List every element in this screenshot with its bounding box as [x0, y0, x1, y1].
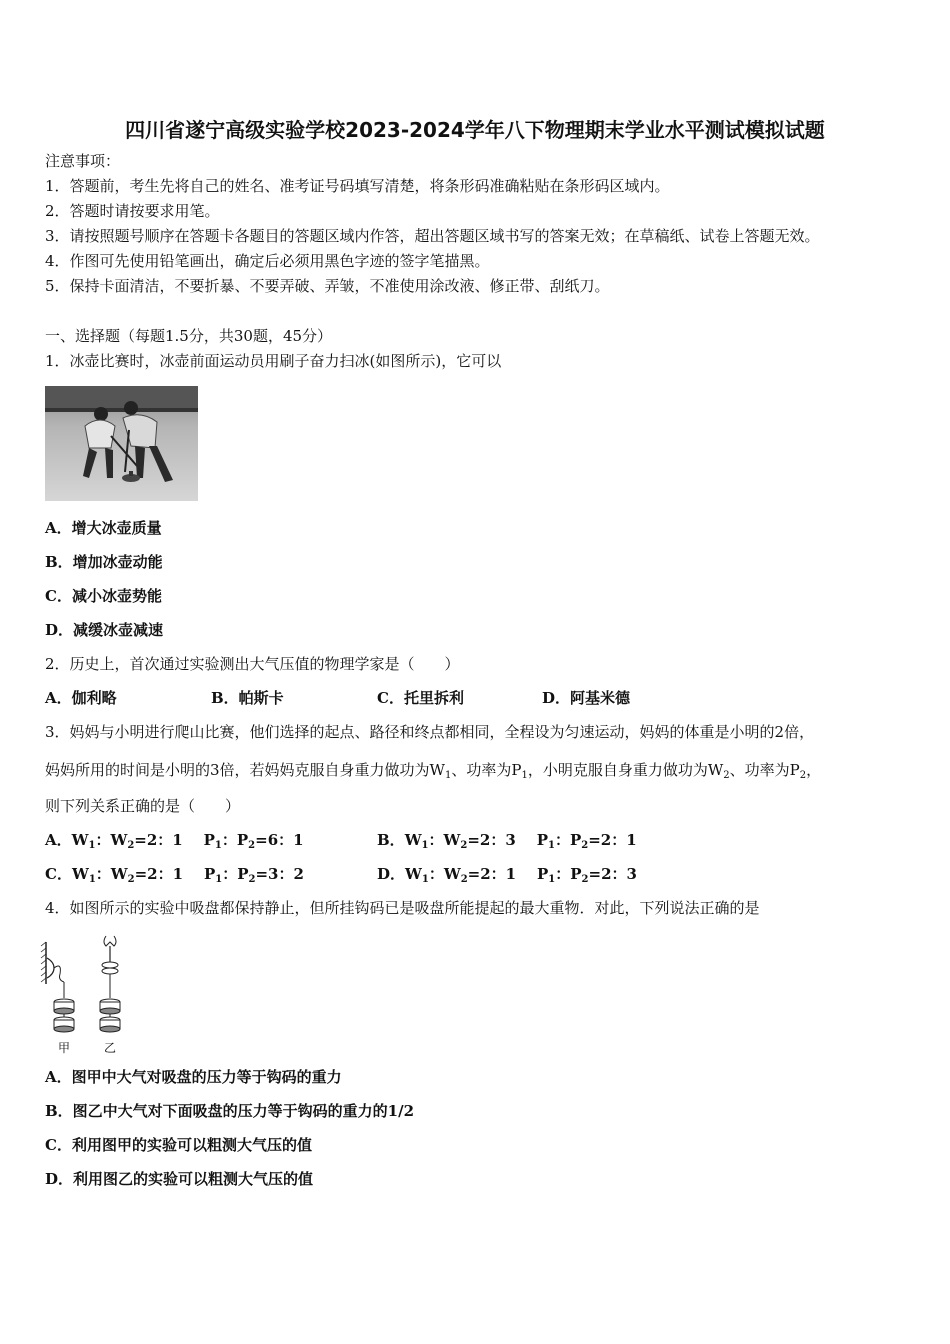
figure-label-jia: 甲: [58, 1041, 71, 1055]
question-4-option: D．利用图乙的实验可以粗测大气压的值: [45, 1170, 314, 1188]
question-2-option: C．托里拆利: [377, 689, 464, 707]
note-item: 3．请按照题号顺序在答题卡各题目的答题区域内作答，超出答题区域书写的答案无效；在草稿纸、试卷上答题无效。: [45, 227, 820, 245]
question-2-stem: 2．历史上，首次通过实验测出大气压值的物理学家是（ ）: [45, 655, 460, 673]
question-1-option: D．减缓冰壶减速: [45, 621, 164, 639]
page-title: 四川省遂宁高级实验学校2023-2024学年八下物理期末学业水平测试模拟试题: [125, 118, 825, 142]
question-3-stem-cont: 妈妈所用的时间是小明的3倍，若妈妈克服自身重力做功为$W_1$、功率为$P_1$，小明克服自身重力做功为$W_2$、功率为$P_2$，: [45, 761, 822, 781]
note-item: 1．答题前，考生先将自己的姓名、准考证号码填写清楚，将条形码准确粘贴在条形码区域内。: [45, 177, 670, 195]
question-2-option: B．帕斯卡: [211, 689, 284, 707]
section-heading: 一、选择题（每题1.5分，共30题，45分）: [45, 327, 333, 345]
question-3-stem: 3．妈妈与小明进行爬山比赛，他们选择的起点、路径和终点都相同，全程设为匀速运动，妈妈的体重是小明的2倍，: [45, 723, 815, 741]
question-1-option: B．增加冰壶动能: [45, 553, 163, 571]
note-item: 4．作图可先使用铅笔画出，确定后必须用黑色字迹的签字笔描黑。: [45, 252, 490, 270]
question-3-stem-end: 则下列关系正确的是（ ）: [45, 797, 241, 815]
notes-heading: 注意事项：: [45, 152, 121, 170]
question-1-stem: 1．冰壶比赛时，冰壶前面运动员用刷子奋力扫冰(如图所示)，它可以: [45, 352, 502, 370]
note-item: 2．答题时请按要求用笔。: [45, 202, 220, 220]
question-3-option-a: A．$W_1$：$W_2=2$：1 $P_1$：$P_2=6$：1: [45, 831, 304, 851]
question-1-option: A．增大冰壶质量: [45, 519, 162, 537]
suction-cup-diagram: [40, 932, 140, 1060]
question-4-option: B．图乙中大气对下面吸盘的压力等于钩码的重力的1/2: [45, 1102, 415, 1120]
question-3-option-b: B．$W_1$：$W_2=2$：3 $P_1$：$P_2=2$：1: [377, 831, 637, 851]
curling-photo: [45, 386, 198, 501]
figure-label-yi: 乙: [104, 1041, 117, 1055]
question-2-option: D．阿基米德: [542, 689, 631, 707]
note-item: 5．保持卡面清洁，不要折暴、不要弄破、弄皱，不准使用涂改液、修正带、刮纸刀。: [45, 277, 610, 295]
question-2-option: A．伽利略: [45, 689, 117, 707]
question-1-option: C．减小冰壶势能: [45, 587, 162, 605]
question-4-option: A．图甲中大气对吸盘的压力等于钩码的重力: [45, 1068, 342, 1086]
question-3-option-c: C．$W_1$：$W_2=2$：1 $P_1$：$P_2=3$：2: [45, 865, 304, 885]
question-4-stem: 4．如图所示的实验中吸盘都保持静止，但所挂钩码已是吸盘所能提起的最大重物．对此，下列说法正确的是: [45, 899, 760, 917]
question-3-option-d: D．$W_1$：$W_2=2$：1 $P_1$：$P_2=2$：3: [377, 865, 637, 885]
question-4-option: C．利用图甲的实验可以粗测大气压的值: [45, 1136, 312, 1154]
